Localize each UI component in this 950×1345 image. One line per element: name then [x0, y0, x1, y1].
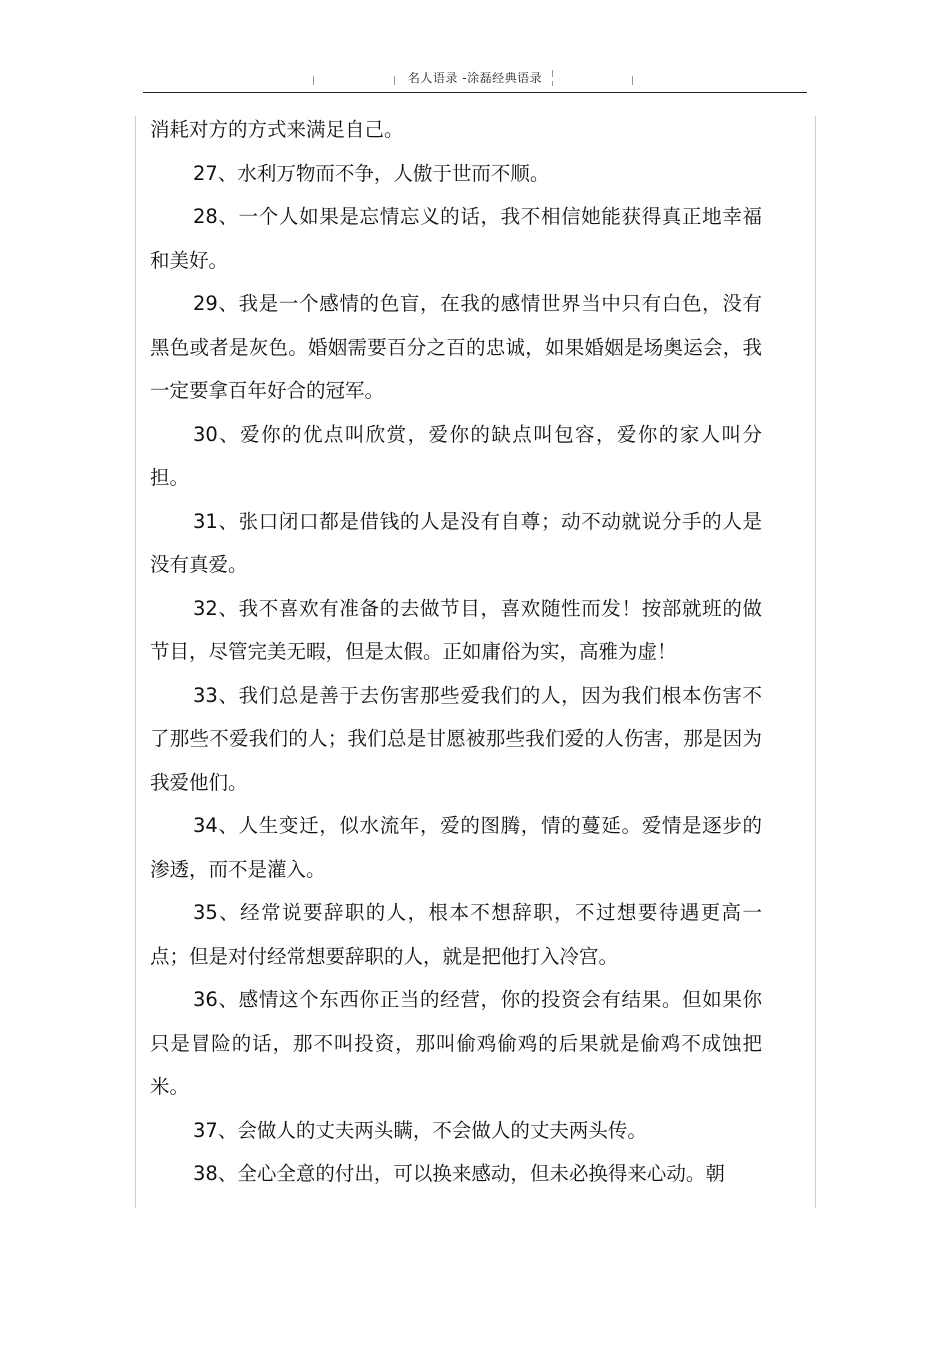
- paragraph: 34、人生变迁，似水流年，爱的图腾，情的蔓延。爱情是逐步的渗透，而不是灌入。: [150, 814, 762, 881]
- paragraph: 30、爱你的优点叫欣赏，爱你的缺点叫包容，爱你的家人叫分担。: [150, 422, 762, 489]
- document-body: [150, 108, 762, 1196]
- paragraph: 38、全心全意的付出，可以换来感动，但未必换得来心动。朝: [193, 1162, 725, 1185]
- paragraph: 37、会做人的丈夫两头瞒，不会做人的丈夫两头传。: [193, 1118, 647, 1142]
- paragraph: 28、一个人如果是忘情忘义的话，我不相信她能获得真正地幸福和美好。: [150, 205, 762, 272]
- header-title: 名人语录 -涂磊经典语录: [407, 71, 543, 85]
- paragraph: 33、我们总是善于去伤害那些爱我们的人，因为我们根本伤害不了那些不爱我们的人；我们总是甘愿被那些我们爱的人伤害，那是因为我爱他们。: [150, 683, 762, 794]
- page-header: [143, 64, 807, 93]
- paragraph: 35、经常说要辞职的人，根本不想辞职，不过想要待遇更高一点；但是对付经常想要辞职的人，就是把他打入冷宫。: [150, 901, 762, 968]
- left-margin-line: [135, 116, 136, 1208]
- paragraph: 27、水利万物而不争，人傲于世而不顺。: [193, 161, 550, 185]
- paragraph: 36、感情这个东西你正当的经营，你的投资会有结果。但如果你只是冒险的话，那不叫投资，那叫偷鸡偷鸡的后果就是偷鸡不成蚀把米。: [150, 988, 762, 1098]
- paragraph: 32、我不喜欢有准备的去做节目，喜欢随性而发！按部就班的做节目，尽管完美无暇，但是太假。正如庸俗为实，高雅为虚！: [150, 596, 762, 663]
- paragraph: 消耗对方的方式来满足自己。: [150, 118, 404, 141]
- paragraph: 31、张口闭口都是借钱的人是没有自尊；动不动就说分手的人是没有真爱。: [150, 509, 762, 576]
- right-margin-line: [815, 116, 816, 1208]
- paragraph: 29、我是一个感情的色盲，在我的感情世界当中只有白色，没有黑色或者是灰色。婚姻需要百分之百的忠诚，如果婚姻是场奥运会，我一定要拿百年好合的冠军。: [150, 292, 762, 402]
